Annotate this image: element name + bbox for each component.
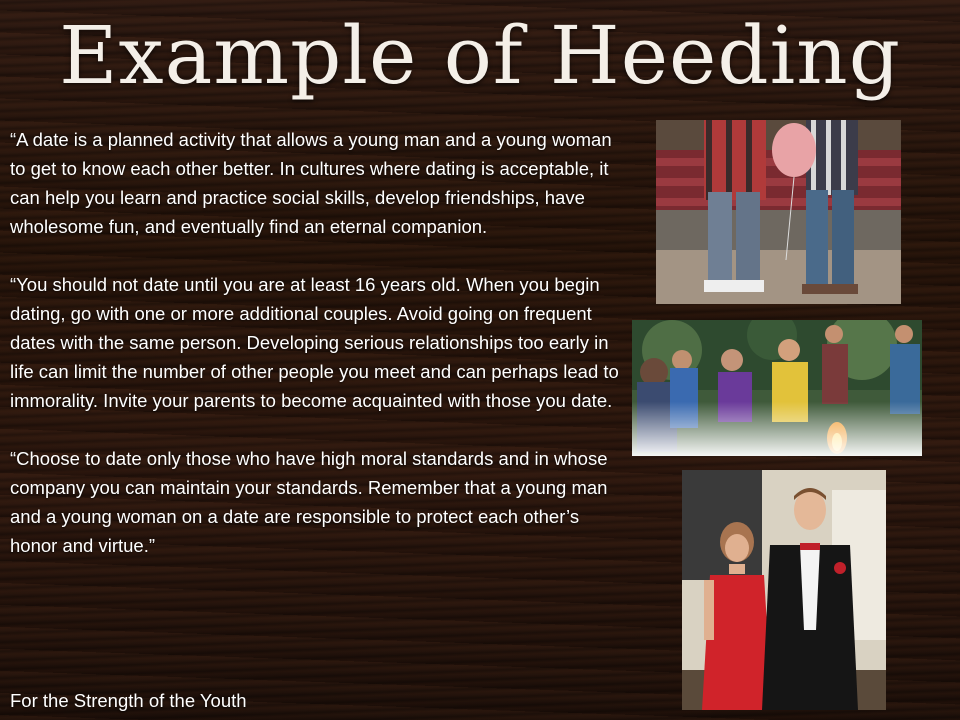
source-citation: For the Strength of the Youth xyxy=(10,690,247,711)
quote-paragraph-3: “Choose to date only those who have high moral standards and in whose company you can maintain your standards. Remember that a young man and a young woman on a date are responsible to protect each other’s honor and virtue.” xyxy=(10,448,608,556)
quote-paragraph-1: “A date is a planned activity that allows a young man and a young woman to get to know each other better. In cultures where dating is acceptable, it can help you learn and practice social skills, develop friendships, have wholesome fun, and eventually find an eternal companion. xyxy=(10,129,612,237)
campfire-group-photo xyxy=(632,320,922,456)
quote-body xyxy=(10,125,622,589)
couple-bench-photo xyxy=(656,120,901,304)
quote-paragraph-2: “You should not date until you are at least 16 years old. When you begin dating, go with one or more additional couples. Avoid going on frequent dates with the same person. Developing serious relationships too early in life can limit the number of other people you meet and can perhaps lead to immorality. Invite your parents to become acquainted with those you date. xyxy=(10,274,619,411)
slide-title: Example of Heeding xyxy=(59,9,901,102)
formal-couple-photo xyxy=(682,470,886,710)
